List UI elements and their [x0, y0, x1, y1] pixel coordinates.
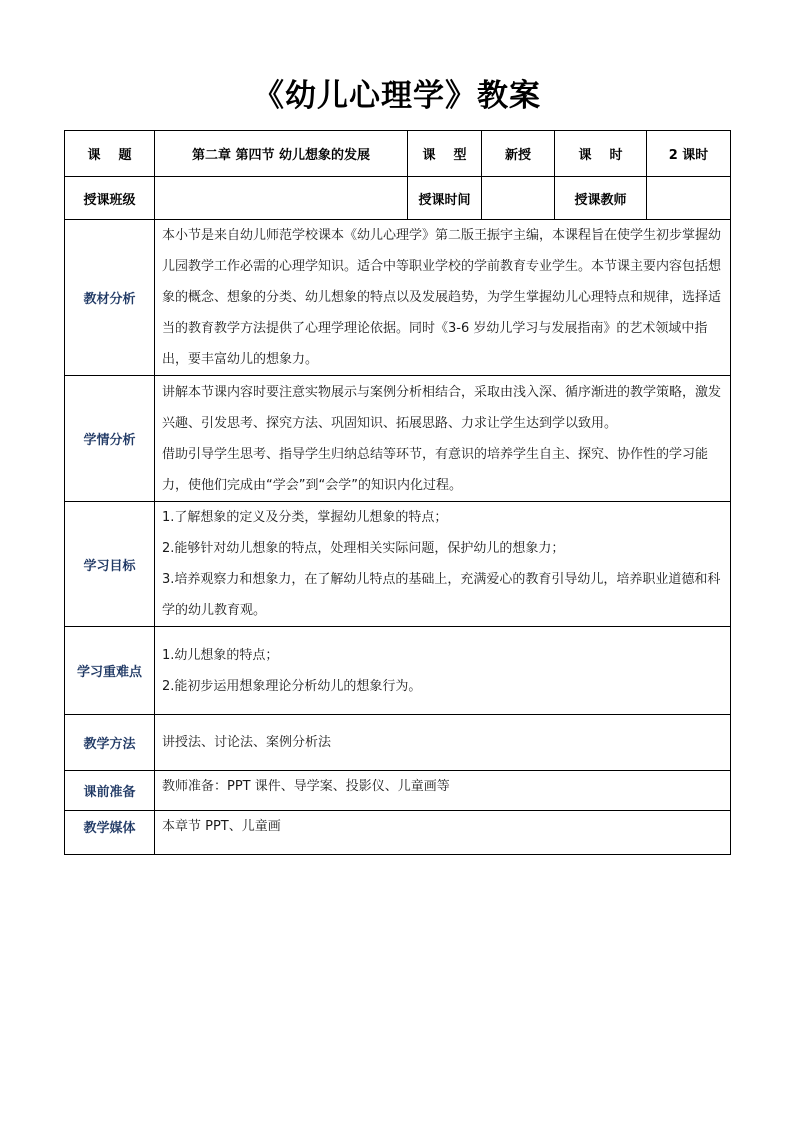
key-points-content: [155, 627, 731, 715]
methods-label: 教学方法: [65, 715, 155, 771]
material-row: [65, 220, 731, 376]
key-points-label: 学习重难点: [65, 627, 155, 715]
objective-item: 3.培养观察力和想象力，在了解幼儿特点的基础上，充满爱心的教育引导幼儿，培养职业道德和科学的幼儿教育观。: [162, 572, 721, 618]
media-row: [65, 811, 731, 855]
material-label: 教材分析: [65, 220, 155, 376]
document-title: 《幼儿心理学》教案: [253, 78, 541, 114]
methods-row: [65, 715, 731, 771]
learners-paragraph: 讲解本节课内容时要注意实物展示与案例分析相结合，采取由浅入深、循序渐进的教学策略，激发兴趣、引发思考、探究方法、巩固知识、拓展思路、力求让学生达到学以致用。: [162, 384, 722, 431]
class-value: [155, 177, 408, 220]
learners-paragraph: 借助引导学生思考、指导学生归纳总结等环节，有意识的培养学生自主、探究、协作性的学习能力，使他们完成由“学会”到“会学”的知识内化过程。: [162, 446, 709, 493]
type-value: 新授: [482, 131, 555, 177]
class-info-row: [64, 176, 731, 220]
header-row: [65, 131, 731, 177]
type-label: 课 型: [408, 131, 482, 177]
time-value: [482, 177, 555, 220]
topic-label: 课 题: [65, 131, 155, 177]
learners-content: [155, 376, 731, 502]
objectives-label: 学习目标: [65, 502, 155, 627]
preparation-content: 教师准备：PPT 课件、导学案、投影仪、儿童画等: [155, 771, 731, 811]
topic-value: 第二章 第四节 幼儿想象的发展: [155, 131, 408, 177]
class-label: 授课班级: [65, 177, 155, 220]
objective-item: 2.能够针对幼儿想象的特点，处理相关实际问题，保护幼儿的想象力；: [162, 541, 565, 556]
lesson-plan-table: [64, 130, 731, 855]
teacher-label: 授课教师: [555, 177, 647, 220]
learners-label: 学情分析: [65, 376, 155, 502]
key-points-row: [65, 627, 731, 715]
material-paragraph: 本小节是来自幼儿师范学校课本《幼儿心理学》第二版王振宇主编，本课程旨在使学生初步掌握幼儿园教学工作必需的心理学知识。适合中等职业学校的学前教育专业学生。本节课主要内容包括想象的概念、想象的分类、幼儿想象的特点以及发展趋势，为学生掌握幼儿心理特点和规律，选择适当的教育教学方法提供了心理学理论依据。同时《3-6 岁幼儿学习与发展指南》的艺术领域中指出，要丰富幼儿的想象力。: [162, 228, 722, 367]
methods-content: 讲授法、讨论法、案例分析法: [155, 715, 731, 771]
hours-label: 课 时: [555, 131, 647, 177]
key-point-item: 1.幼儿想象的特点；: [162, 647, 279, 663]
media-label: 教学媒体: [65, 811, 155, 855]
time-label: 授课时间: [408, 177, 482, 220]
preparation-row: [65, 771, 731, 811]
learners-row: [65, 376, 731, 502]
media-content: 本章节 PPT、儿童画: [155, 811, 731, 855]
objectives-row: [65, 502, 731, 627]
material-content: [155, 220, 731, 376]
objectives-content: [155, 502, 731, 627]
objective-item: 1.了解想象的定义及分类，掌握幼儿想象的特点；: [162, 510, 448, 525]
teacher-value: [647, 177, 731, 220]
preparation-label: 课前准备: [65, 771, 155, 811]
hours-value: 2 课时: [647, 131, 731, 177]
key-point-item: 2.能初步运用想象理论分析幼儿的想象行为。: [162, 678, 422, 694]
